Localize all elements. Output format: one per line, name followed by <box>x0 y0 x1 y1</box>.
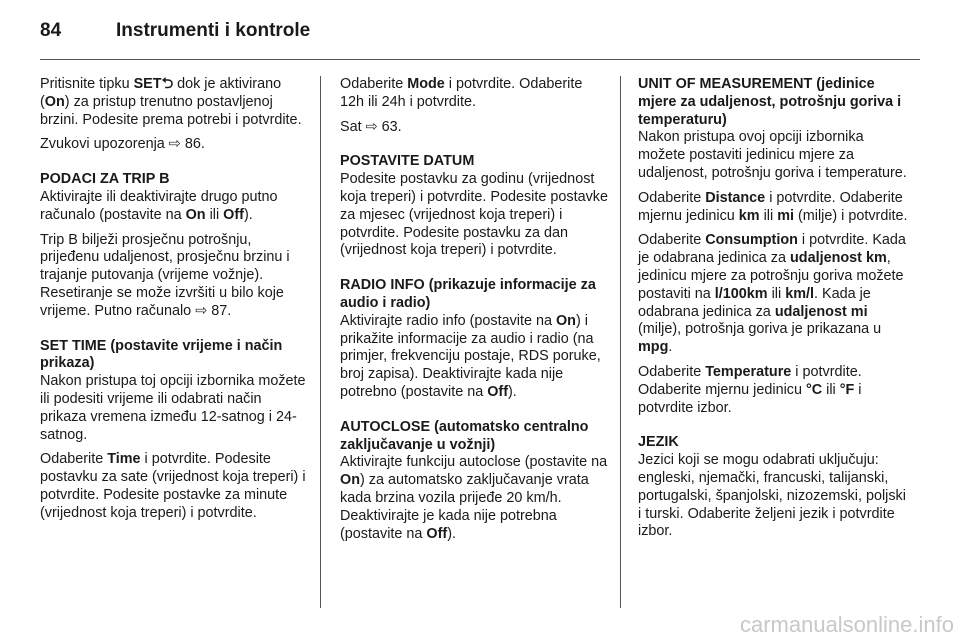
reference-arrow-icon: ⇨ <box>195 302 208 319</box>
section-heading: RADIO INFO (prikazuje informacije za audio i radio) <box>340 277 596 311</box>
column-1 <box>40 76 308 530</box>
section-heading: PODACI ZA TRIP B <box>40 171 170 188</box>
header-rule <box>40 59 920 60</box>
back-arrow-icon: ⮌ <box>161 76 174 92</box>
watermark: carmanualsonline.info <box>739 612 954 637</box>
paragraph: Odaberite Distance i potvrdite. Odaberite mjernu jedinicu km ili mi (milje) i potvrdite. <box>638 189 908 224</box>
column-3 <box>638 76 910 548</box>
section-heading: POSTAVITE DATUM <box>340 153 475 170</box>
column-separator <box>320 76 321 608</box>
paragraph: Trip B bilježi prosječnu potrošnju, prijeđenu udaljenost, prosječnu brzinu i trajanje putovanja (vrijeme vožnje). Resetiranje se može izvršiti u bilo koje vrijeme. Putno računalo ⇨ 87. <box>40 231 290 319</box>
paragraph: Odaberite Temperature i potvrdite. Odaberite mjernu jedinicu °C ili °F i potvrdite izbor. <box>638 363 862 416</box>
page-header <box>40 20 310 42</box>
section-heading: SET TIME (postavite vrijeme i način prikaza) <box>40 337 283 372</box>
page-number: 84 <box>40 20 62 41</box>
column-separator <box>620 76 621 608</box>
reference-arrow-icon: ⇨ <box>168 136 181 153</box>
paragraph: Zvukovi upozorenja ⇨ 86. <box>40 136 205 153</box>
paragraph: Sat ⇨ 63. <box>340 118 402 135</box>
section-unit-of-measurement: UNIT OF MEASUREMENT (jedinice mjere za udaljenost, potrošnju goriva i temperaturu) Nakon pristupa ovoj opciji izbornika možete postaviti jedinicu mjere za udaljenost, potrošnju goriva i temperature. <box>638 76 910 183</box>
section-set-date: POSTAVITE DATUM Podesite postavku za godinu (vrijednost koja treperi) i potvrdite. Podesite postavke za mjesec (vrijednost koja treperi) i potvrdite. Podesite postavku za dan (vrijednost koja treperi) i potvrdite. <box>340 153 608 259</box>
section-autoclose: AUTOCLOSE (automatsko centralno zaključavanje u vožnji) Aktivirajte funkciju autoclose (postavite na On) za automatsko zaključavanje vrata kada brzina vozila prijeđe 20 km/h. Deaktivirajte je kada nije potrebna (postavite na Off). <box>340 418 608 542</box>
section-heading: AUTOCLOSE (automatsko centralno zaključavanje u vožnji) <box>340 418 589 453</box>
paragraph: Odaberite Mode i potvrdite. Odaberite 12h ili 24h i potvrdite. <box>340 76 583 110</box>
column-2 <box>340 76 608 550</box>
paragraph: Odaberite Time i potvrdite. Podesite postavku za sate (vrijednost koja treperi) i potvrdite. Podesite postavke za minute (vrijednost koja treperi) i potvrdite. <box>40 451 306 521</box>
section-trip-b: PODACI ZA TRIP B Aktivirajte ili deaktivirajte drugo putno računalo (postavite na On ili Off). <box>40 171 308 224</box>
section-language: JEZIK Jezici koji se mogu odabrati uključuju: engleski, njemački, francuski, talijanski, portugalski, španjolski, nizozemski, poljski i turski. Odaberite željeni jezik i potvrdite izbor. <box>638 434 910 541</box>
section-heading: JEZIK <box>638 434 679 451</box>
paragraph: Pritisnite tipku SET⮌ dok je aktivirano (On) za pristup trenutno postavljenoj brzini. Podesite prema potrebi i potvrdite. <box>40 76 302 128</box>
section-radio-info: RADIO INFO (prikazuje informacije za audio i radio) Aktivirajte radio info (postavite na On) i prikažite informacije za audio i radio (na primjer, frekvenciju postaje, RDS poruke, broj zapisa). Deaktivirajte kada nije potrebno (postavite na Off). <box>340 277 608 402</box>
reference-arrow-icon: ⇨ <box>365 118 378 135</box>
section-set-time: SET TIME (postavite vrijeme i način prikaza) Nakon pristupa toj opciji izbornika možete ili podesiti vrijeme ili odabrati način prikaza vremena između 12-satnog i 24-satnog. <box>40 338 308 445</box>
section-heading: UNIT OF MEASUREMENT (jedinice mjere za udaljenost, potrošnju goriva i temperaturu) <box>638 76 902 128</box>
paragraph: Odaberite Consumption i potvrdite. Kada je odabrana jedinica za udaljenost km, jedinicu mjere za potrošnju goriva možete postaviti na l/100km ili km/l. Kada je odabrana jedinica za udaljenost mi (milje), potrošnja goriva je prikazana u mpg. <box>638 232 906 356</box>
page-title: Instrumenti i kontrole <box>116 20 311 41</box>
